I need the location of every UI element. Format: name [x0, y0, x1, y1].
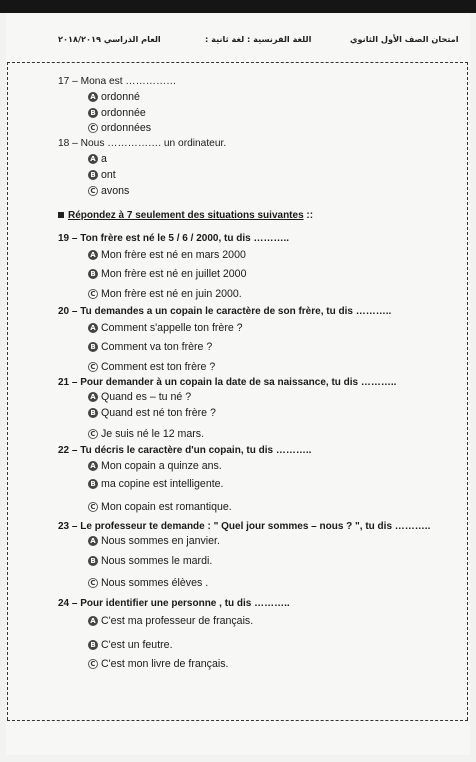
- option-letter-c-icon: C: [88, 123, 98, 133]
- question-17: 17 – Mona est ……………: [58, 76, 177, 87]
- option-letter-a-icon: A: [88, 154, 98, 164]
- option-22-a[interactable]: [88, 460, 222, 472]
- instruction-text: Répondez à 7 seulement des situations suivantes: [68, 210, 304, 221]
- question-19: 19 – Ton frère est né le 5 / 6 / 2000, tu dis ………..: [58, 233, 290, 244]
- option-text: Comment est ton frère ?: [101, 361, 216, 373]
- option-letter-b-icon: B: [88, 170, 98, 180]
- option-letter-c-icon: C: [88, 362, 98, 372]
- option-text: a: [101, 153, 107, 165]
- option-20-b[interactable]: [88, 341, 212, 353]
- option-letter-a-icon: A: [88, 536, 98, 546]
- exam-header: [0, 28, 470, 50]
- option-21-b[interactable]: [88, 407, 216, 419]
- option-text: Mon copain est romantique.: [101, 501, 232, 513]
- option-20-a[interactable]: [88, 322, 243, 334]
- option-letter-c-icon: C: [88, 502, 98, 512]
- question-23: 23 – Le professeur te demande : " Quel jour sommes – nous ? ", tu dis ………..: [58, 521, 431, 532]
- option-letter-b-icon: B: [88, 640, 98, 650]
- option-letter-c-icon: C: [88, 578, 98, 588]
- option-21-a[interactable]: [88, 391, 191, 403]
- option-23-b[interactable]: [88, 555, 212, 567]
- option-text: Nous sommes élèves .: [101, 577, 209, 589]
- option-letter-b-icon: B: [88, 556, 98, 566]
- option-22-b[interactable]: [88, 478, 224, 490]
- option-24-a[interactable]: [88, 615, 253, 627]
- option-19-c[interactable]: [88, 288, 242, 300]
- option-text: Mon frère est né en mars 2000: [101, 249, 246, 261]
- option-23-c[interactable]: [88, 577, 208, 589]
- option-text: avons: [101, 185, 130, 197]
- option-letter-c-icon: C: [88, 289, 98, 299]
- option-letter-a-icon: A: [88, 461, 98, 471]
- header-rule: [7, 62, 468, 63]
- option-letter-b-icon: B: [88, 408, 98, 418]
- option-letter-c-icon: C: [88, 186, 98, 196]
- option-17-a[interactable]: [88, 91, 140, 103]
- option-text: Nous sommes en janvier.: [101, 535, 220, 547]
- option-letter-b-icon: B: [88, 479, 98, 489]
- option-text: Mon frère est né en juin 2000.: [101, 288, 242, 300]
- question-18: 18 – Nous ……………. un ordinateur.: [58, 138, 227, 149]
- option-text: C'est ma professeur de français.: [101, 615, 254, 627]
- option-19-b[interactable]: [88, 268, 246, 280]
- option-text: C'est mon livre de français.: [101, 658, 229, 670]
- option-text: Comment va ton frère ?: [101, 341, 213, 353]
- option-letter-b-icon: B: [88, 269, 98, 279]
- question-21: 21 – Pour demander à un copain la date de sa naissance, tu dis ………..: [58, 377, 397, 388]
- option-text: ordonné: [101, 91, 140, 103]
- option-letter-c-icon: C: [88, 659, 98, 669]
- option-text: ma copine est intelligente.: [101, 478, 224, 490]
- option-letter-a-icon: A: [88, 250, 98, 260]
- frame-right-border: [467, 62, 468, 720]
- option-letter-b-icon: B: [88, 108, 98, 118]
- option-letter-c-icon: C: [88, 429, 98, 439]
- option-21-c[interactable]: [88, 428, 204, 440]
- option-letter-a-icon: A: [88, 323, 98, 333]
- option-text: Quand es – tu né ?: [101, 391, 192, 403]
- frame-bottom-border: [7, 720, 468, 721]
- option-24-b[interactable]: [88, 639, 173, 651]
- option-19-a[interactable]: [88, 249, 246, 261]
- option-17-b[interactable]: [88, 107, 146, 119]
- question-20: 20 – Tu demandes a un copain le caractère de son frère, tu dis ………..: [58, 306, 392, 317]
- option-letter-b-icon: B: [88, 342, 98, 352]
- option-text: Mon copain a quinze ans.: [101, 460, 222, 472]
- option-letter-a-icon: A: [88, 392, 98, 402]
- option-text: Je suis né le 12 mars.: [101, 428, 205, 440]
- bullet-icon: [58, 212, 64, 218]
- question-24: 24 – Pour identifier une personne , tu dis ………..: [58, 598, 290, 609]
- option-23-a[interactable]: [88, 535, 220, 547]
- instruction-suffix: ::: [303, 210, 314, 221]
- option-text: ont: [101, 169, 116, 181]
- question-22: 22 – Tu décris le caractère d'un copain, tu dis ………..: [58, 445, 312, 456]
- option-text: ordonnée: [101, 107, 146, 119]
- option-text: C'est un feutre.: [101, 639, 173, 651]
- option-18-c[interactable]: [88, 185, 129, 197]
- option-18-b[interactable]: [88, 169, 116, 181]
- option-text: ordonnées: [101, 122, 152, 134]
- option-text: Nous sommes le mardi.: [101, 555, 213, 567]
- section-instruction: [58, 210, 313, 221]
- header-school-year: العام الدراسي ٢٠١٨/٢٠١٩: [58, 34, 161, 44]
- option-24-c[interactable]: [88, 658, 228, 670]
- option-text: Quand est né ton frère ?: [101, 407, 216, 419]
- option-letter-a-icon: A: [88, 616, 98, 626]
- option-17-c[interactable]: [88, 122, 151, 134]
- option-18-a[interactable]: [88, 153, 107, 165]
- top-border: [0, 0, 476, 13]
- option-20-c[interactable]: [88, 361, 215, 373]
- option-text: Comment s'appelle ton frère ?: [101, 322, 243, 334]
- option-text: Mon frère est né en juillet 2000: [101, 268, 247, 280]
- frame-left-border: [7, 62, 8, 720]
- option-letter-a-icon: A: [88, 92, 98, 102]
- header-exam-title: امتحان الصف الأول الثانوي: [350, 34, 459, 44]
- header-subject: اللغة الفرنسية : لغة ثانية :: [205, 34, 312, 44]
- option-22-c[interactable]: [88, 501, 232, 513]
